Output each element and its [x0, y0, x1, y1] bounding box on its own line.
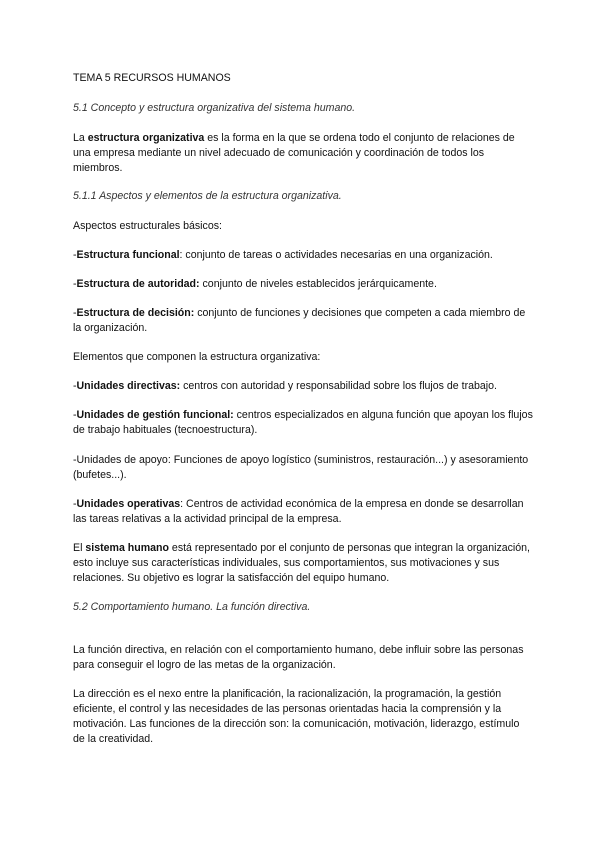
- heading-5-1: 5.1 Concepto y estructura organizativa del sistema humano.: [73, 102, 356, 114]
- heading-5-1-1: 5.1.1 Aspectos y elementos de la estructura organizativa.: [73, 190, 342, 202]
- document-title: TEMA 5 RECURSOS HUMANOS: [73, 72, 231, 84]
- bold-term: sistema humano: [85, 542, 169, 554]
- aspects-intro: Aspectos estructurales básicos:: [73, 220, 222, 232]
- heading-5-2: 5.2 Comportamiento humano. La función directiva.: [73, 601, 311, 613]
- elements-intro: Elementos que componen la estructura organizativa:: [73, 351, 321, 363]
- bold-term: Unidades directivas:: [76, 380, 181, 392]
- bold-term: Estructura de autoridad:: [76, 278, 200, 290]
- bold-term: Unidades de gestión funcional:: [76, 409, 234, 421]
- element-unidades-gestion-funcional: -Unidades de gestión funcional: centros especializados en alguna función que apoyan los flujos de trabajo habituales (tecnoestructura).: [73, 409, 533, 436]
- paragraph-estructura-organizativa: La estructura organizativa es la forma en la que se ordena todo el conjunto de relaciones de una empresa mediante un nivel adecuado de comunicación y coordinación de todos los miembros.: [73, 132, 515, 174]
- aspect-estructura-decision: -Estructura de decisión: conjunto de funciones y decisiones que competen a cada miembro de la organización.: [73, 307, 526, 334]
- aspect-estructura-funcional: -Estructura funcional: conjunto de tareas o actividades necesarias en una organización.: [73, 249, 493, 261]
- paragraph-sistema-humano: El sistema humano está representado por el conjunto de personas que integran la organización, esto incluye sus características individuales, sus comportamientos, sus motivaciones y sus relaciones. Su objetivo es lograr la satisfacción del equipo humano.: [73, 542, 531, 584]
- bold-term: Estructura de decisión:: [76, 307, 195, 319]
- bold-term: Estructura funcional: [76, 249, 180, 261]
- bold-term: estructura organizativa: [87, 132, 205, 144]
- element-unidades-directivas: -Unidades directivas: centros con autoridad y responsabilidad sobre los flujos de trabajo.: [73, 380, 497, 392]
- paragraph-direccion: La dirección es el nexo entre la planificación, la racionalización, la programación, la gestión eficiente, el control y las necesidades de las personas orientadas hacia la comprensión y la motivación. Las funciones de la dirección son: la comunicación, motivación, liderazgo, estímulo de la creatividad.: [73, 688, 520, 745]
- element-unidades-operativas: -Unidades operativas: Centros de actividad económica de la empresa en donde se desarrollan las tareas relativas a la actividad principal de la empresa.: [73, 498, 524, 525]
- aspect-estructura-autoridad: -Estructura de autoridad: conjunto de niveles establecidos jerárquicamente.: [73, 278, 437, 290]
- bold-term: Unidades operativas: [76, 498, 181, 510]
- element-unidades-apoyo: -Unidades de apoyo: Funciones de apoyo logístico (suministros, restauración...) y asesoramiento (bufetes...).: [73, 454, 529, 481]
- paragraph-funcion-directiva: La función directiva, en relación con el comportamiento humano, debe influir sobre las personas para conseguir el logro de las metas de la organización.: [73, 644, 524, 671]
